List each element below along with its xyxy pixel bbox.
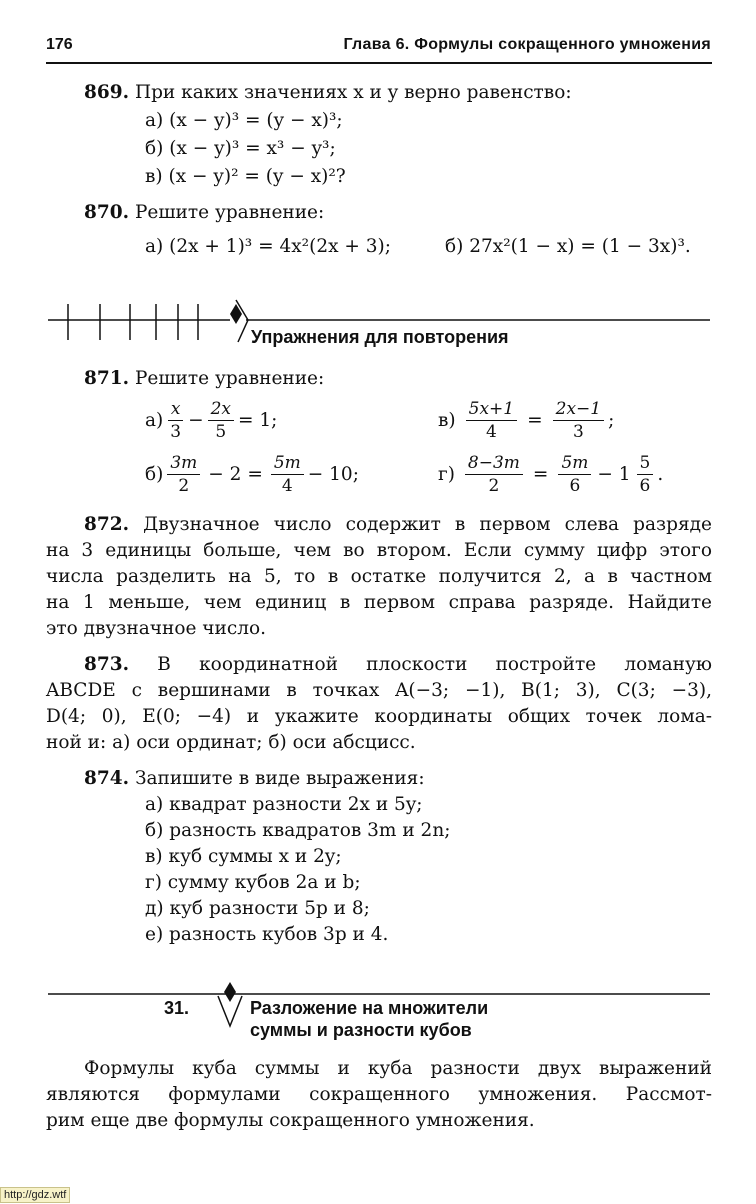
- denominator: 3: [572, 422, 584, 442]
- problem-874-b: б) разность квадратов 3m и 2n;: [145, 820, 451, 841]
- text-line: В координатной плоскости постройте ломаную: [157, 654, 712, 675]
- problem-874-v: в) куб суммы x и 2y;: [145, 846, 342, 867]
- numerator: 2x−1: [553, 398, 604, 421]
- chapter-title: Глава 6. Формулы сокращенного умножения: [343, 36, 711, 53]
- problem-873-line-2: ABCDE с вершинами в точках A(−3; −1), B(1; 3), C(3; −3),: [46, 680, 712, 701]
- operator: =: [532, 463, 549, 485]
- problem-874-g: г) сумму кубов 2a и b;: [145, 872, 361, 893]
- problem-871: [84, 366, 324, 392]
- problem-874-a: а) квадрат разности 2x и 5y;: [145, 794, 423, 815]
- numerator: x: [168, 398, 184, 421]
- problem-text: Решите уравнение:: [134, 368, 325, 389]
- problem-874-d: д) куб разности 5p и 8;: [145, 898, 370, 919]
- intro-line-3: рим еще две формулы сокращенного умножения.: [46, 1110, 535, 1131]
- equation-b: [145, 452, 359, 497]
- problem-870-a: а) (2x + 1)³ = 4x²(2x + 3);: [145, 236, 392, 257]
- rhs: − 10;: [307, 463, 359, 485]
- operator: =: [527, 409, 543, 431]
- operator: − 2 =: [208, 463, 263, 485]
- problem-869-c: в) (x − y)² = (y − x)²?: [145, 166, 346, 187]
- text-line: Двузначное число содержит в первом слева разряде: [143, 514, 712, 535]
- operator: −: [188, 409, 204, 431]
- problem-874-e: е) разность кубов 3p и 4.: [145, 924, 389, 945]
- numerator: 5: [637, 452, 654, 475]
- section-number: 31.: [164, 998, 190, 1018]
- problem-869: [84, 80, 572, 106]
- problem-872-line-4: на 1 меньше, чем единиц в первом справа разряде. Найдите: [46, 592, 712, 613]
- review-heading: Упражнения для повторения: [251, 327, 509, 347]
- section-title-line-1: Разложение на множители: [250, 998, 489, 1018]
- fraction: [466, 398, 517, 443]
- operator: − 1: [597, 463, 631, 485]
- problem-870: [84, 200, 324, 226]
- fraction: [553, 398, 604, 443]
- numerator: 5x+1: [466, 398, 517, 421]
- problem-873-line-4: ной и: а) оси ординат; б) оси абсцисс.: [46, 732, 416, 753]
- intro-line-1: [46, 1056, 712, 1082]
- denominator: 6: [569, 476, 581, 496]
- problem-873-line-1: [46, 652, 712, 678]
- fraction: [637, 452, 654, 497]
- problem-text: Решите уравнение:: [134, 202, 325, 223]
- fraction: [167, 452, 200, 497]
- header-rule: [46, 62, 712, 64]
- punctuation: ;: [608, 409, 615, 431]
- problem-number: 873.: [84, 654, 130, 675]
- intro-line-2: являются формулами сокращенного умножения. Рассмот-: [46, 1084, 712, 1105]
- denominator: 4: [281, 476, 293, 496]
- fraction: [558, 452, 591, 497]
- page-number: 176: [46, 36, 73, 53]
- problem-number: 872.: [84, 514, 130, 535]
- problem-number: 869.: [84, 82, 130, 103]
- denominator: 4: [485, 422, 497, 442]
- item-label: б): [145, 463, 164, 485]
- problem-873-line-3: D(4; 0), E(0; −4) и укажите координаты общих точек лома-: [46, 706, 712, 727]
- problem-872-line-2: на 3 единицы больше, чем во втором. Если сумму цифр этого: [46, 540, 712, 561]
- numerator: 3m: [167, 452, 200, 475]
- problem-text: При каких значениях x и y верно равенство:: [134, 82, 572, 103]
- denominator: 5: [215, 422, 227, 442]
- problem-870-b: б) 27x²(1 − x) = (1 − 3x)³.: [445, 236, 691, 257]
- text-line: Формулы куба суммы и куба разности двух выражений: [84, 1058, 712, 1079]
- problem-872-line-3: числа разделить на 5, то в остатке получится 2, а в частном: [46, 566, 712, 587]
- numerator: 5m: [558, 452, 591, 475]
- problem-872-line-5: это двузначное число.: [46, 618, 266, 639]
- problem-869-a: а) (x − y)³ = (y − x)³;: [145, 110, 343, 131]
- problem-number: 870.: [84, 202, 130, 223]
- denominator: 2: [178, 476, 190, 496]
- denominator: 3: [170, 422, 182, 442]
- problem-number: 871.: [84, 368, 130, 389]
- equation-g: [438, 452, 663, 497]
- problem-number: 874.: [84, 768, 130, 789]
- numerator: 2x: [208, 398, 234, 421]
- item-label: а): [145, 409, 164, 431]
- denominator: 6: [639, 476, 651, 496]
- problem-872-line-1: [46, 512, 712, 538]
- item-label: в): [438, 409, 456, 431]
- equation-a: [145, 398, 277, 443]
- equation-v: [438, 398, 614, 443]
- fraction: [167, 398, 184, 443]
- item-label: г): [438, 463, 455, 485]
- section-title-line-2: суммы и разности кубов: [250, 1020, 472, 1040]
- rhs: = 1;: [238, 409, 278, 431]
- fraction: [271, 452, 304, 497]
- denominator: 2: [488, 476, 500, 496]
- fraction: [208, 398, 234, 443]
- numerator: 5m: [271, 452, 304, 475]
- problem-text: Запишите в виде выражения:: [134, 768, 425, 789]
- problem-869-b: б) (x − y)³ = x³ − y³;: [145, 138, 336, 159]
- fraction: [465, 452, 523, 497]
- problem-874: [84, 766, 425, 792]
- punctuation: .: [657, 463, 664, 485]
- numerator: 8−3m: [465, 452, 523, 475]
- watermark-link[interactable]: http://gdz.wtf: [0, 1187, 70, 1203]
